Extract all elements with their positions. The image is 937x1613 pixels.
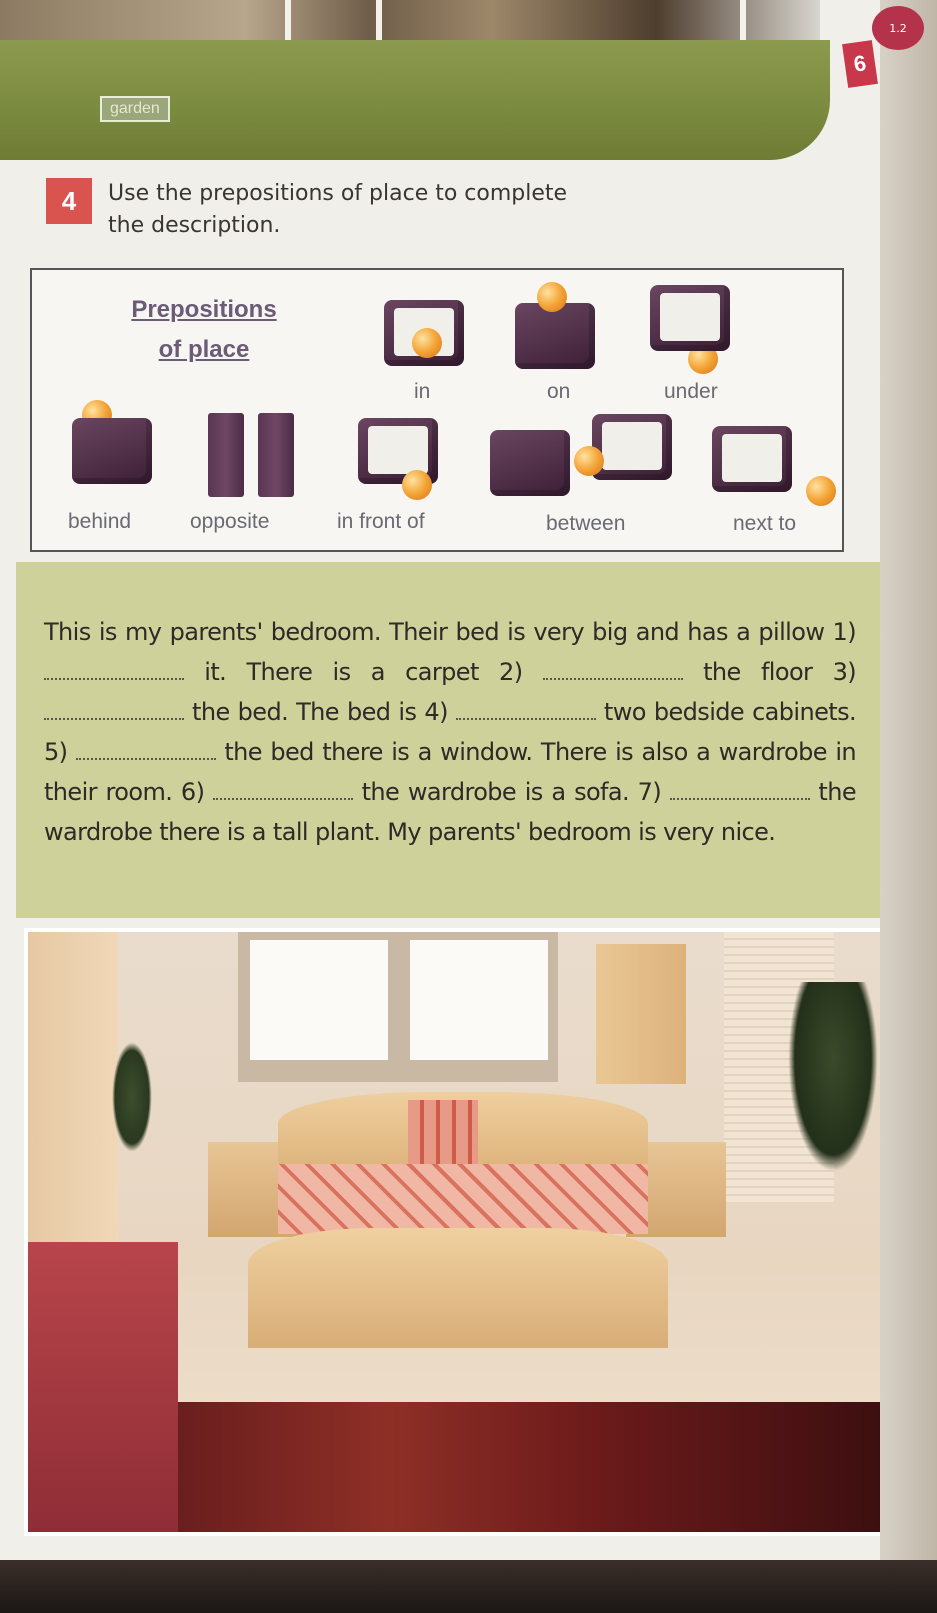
ball-on-illustration: [537, 282, 567, 312]
label-between: between: [546, 512, 626, 535]
answer-blank-4[interactable]: [456, 696, 596, 720]
label-opposite: opposite: [190, 510, 270, 533]
cube-between-right: [592, 414, 672, 480]
ball-between-illustration: [574, 446, 604, 476]
window-pane-left: [250, 940, 388, 1060]
instruction-line-2: the description.: [108, 213, 281, 238]
label-under: under: [664, 380, 718, 403]
passage-text-4: the bed. The bed is 4): [192, 698, 448, 726]
garden-label: garden: [100, 96, 170, 122]
passage-text-3: the floor 3): [703, 658, 857, 686]
passage-text-7: the wardrobe is a sofa. 7): [361, 778, 662, 806]
slab-right-opposite: [258, 413, 294, 497]
tall-plant: [788, 982, 878, 1172]
top-photo-strip: [0, 0, 820, 40]
answer-blank-6[interactable]: [213, 776, 353, 800]
cube-on-illustration: [515, 303, 595, 369]
answer-blank-1[interactable]: [44, 656, 184, 680]
unit-badge: 1.2: [872, 6, 924, 50]
passage-text-2: it. There is a carpet 2): [204, 658, 523, 686]
prepositions-title: [104, 290, 304, 370]
passage-text-8: the wardrobe there is a tall plant. My parents' bedroom is very nice.: [44, 778, 856, 846]
passage-text-1: This is my parents' bedroom. Their bed is very big and has a pillow 1): [44, 618, 856, 646]
exercise-instruction: [108, 178, 668, 242]
instruction-line-1: Use the prepositions of place to complete: [108, 181, 568, 206]
ball-in-front-of-illustration: [402, 470, 432, 500]
cube-under-illustration: [650, 285, 730, 351]
bed-footboard: [248, 1228, 668, 1348]
label-in: in: [414, 380, 431, 403]
slab-left-opposite: [208, 413, 244, 497]
label-in-front-of: in front of: [337, 510, 425, 533]
window-pane-right: [410, 940, 548, 1060]
table-surface: [0, 1560, 937, 1613]
label-on: on: [547, 380, 571, 403]
label-behind: behind: [68, 510, 132, 533]
answer-blank-7[interactable]: [670, 776, 810, 800]
small-plant: [112, 1042, 152, 1152]
bedroom-photo: [24, 928, 888, 1536]
cube-behind-illustration: [72, 418, 152, 484]
unit-tab: 6: [842, 40, 878, 88]
wall-cabinet: [596, 944, 686, 1084]
ball-in-illustration: [412, 328, 442, 358]
carpet: [178, 1402, 884, 1532]
page-edge: [880, 0, 937, 1575]
ball-next-to-illustration: [806, 476, 836, 506]
passage-text-5: two bedside cabinets. 5): [44, 698, 857, 766]
cube-next-to-illustration: [712, 426, 792, 492]
answer-blank-2[interactable]: [543, 656, 683, 680]
prepositions-title-line-2: of place: [158, 336, 250, 363]
prepositions-title-line-1: Prepositions: [131, 296, 277, 323]
passage-text-6: the bed there is a window. There is also a wardrobe in their room. 6): [44, 738, 857, 806]
cube-between-left: [490, 430, 570, 496]
label-next-to: next to: [733, 512, 797, 535]
fill-in-passage: [44, 612, 856, 852]
exercise-number-badge: 4: [46, 178, 92, 224]
red-sofa: [28, 1242, 178, 1532]
left-wardrobe: [28, 932, 118, 1252]
bedspread: [278, 1164, 648, 1234]
answer-blank-5[interactable]: [76, 736, 216, 760]
answer-blank-3[interactable]: [44, 696, 184, 720]
